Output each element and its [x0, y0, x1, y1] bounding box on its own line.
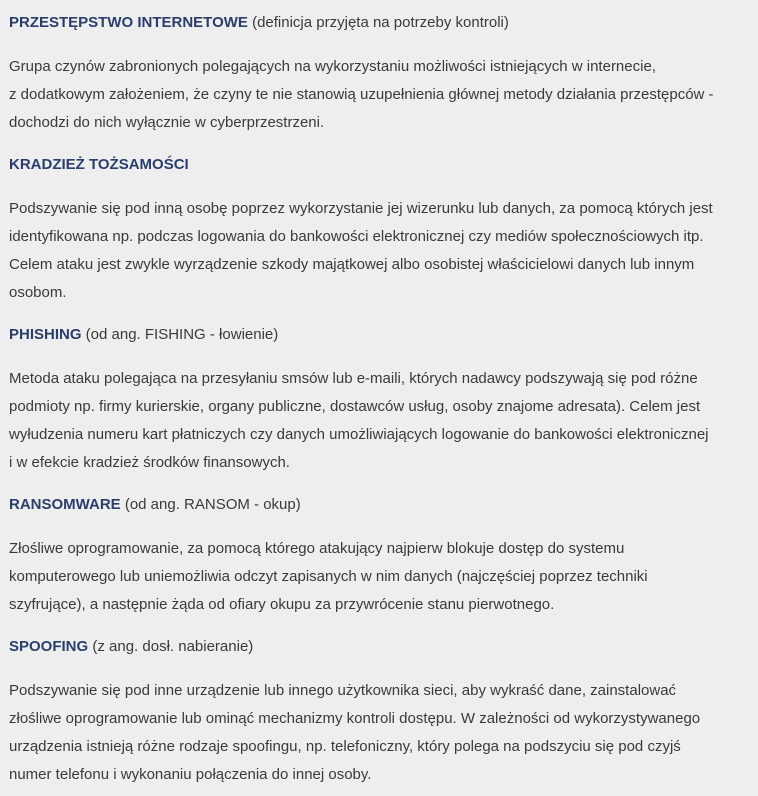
definition-line: osobom.: [9, 284, 67, 301]
heading-spoofing: [9, 637, 253, 657]
definition-line: dochodzi do nich wyłącznie w cyberprzestrzeni.: [9, 114, 325, 131]
definition-line: Podszywanie się pod inną osobę poprzez wykorzystanie jej wizerunku lub danych, za pomocą których jest: [9, 200, 713, 217]
definition-spoofing: [9, 677, 754, 789]
term-label: RANSOMWARE: [9, 496, 121, 513]
term-label: SPOOFING: [9, 638, 89, 655]
definition-line: złośliwe oprogramowanie lub ominąć mechanizmy kontroli dostępu. W zależności od wykorzystywanego: [9, 710, 701, 727]
definition-line: podmioty np. firmy kurierskie, organy publiczne, dostawców usług, osoby znajome adresata). Celem jest: [9, 398, 701, 415]
definition-ransomware: [9, 535, 754, 619]
definition-line: komputerowego lub uniemożliwia odczyt zapisanych w nim danych (najczęściej poprzez techniki: [9, 568, 648, 585]
definition-line: Metoda ataku polegająca na przesyłaniu smsów lub e-maili, których nadawcy podszywają się pod różne: [9, 370, 698, 387]
definition-line: i w efekcie kradzież środków finansowych.: [9, 454, 290, 471]
term-note: (od ang. RANSOM - okup): [120, 496, 301, 513]
term-note: (od ang. FISHING - łowienie): [81, 326, 279, 343]
definition-line: Grupa czynów zabronionych polegających na wykorzystaniu możliwości istniejących w internecie,: [9, 58, 656, 75]
term-note: (definicja przyjęta na potrzeby kontroli): [247, 14, 509, 31]
term-label: KRADZIEŻ TOŻSAMOŚCI: [9, 156, 189, 173]
definition-line: Złośliwe oprogramowanie, za pomocą którego atakujący najpierw blokuje dostęp do systemu: [9, 540, 625, 557]
heading-ransomware: [9, 495, 301, 515]
definition-line: numer telefonu i wykonaniu połączenia do innej osoby.: [9, 766, 372, 783]
definition-line: Celem ataku jest zwykle wyrządzenie szkody majątkowej albo osobistej właścicielowi danych lub innym: [9, 256, 695, 273]
definition-line: identyfikowana np. podczas logowania do bankowości elektronicznej czy mediów społecznościowych itp.: [9, 228, 704, 245]
term-label: PRZESTĘPSTWO INTERNETOWE: [9, 14, 248, 31]
definition-line: szyfrujące), a następnie żąda od ofiary okupu za przywrócenie stanu pierwotnego.: [9, 596, 555, 613]
definition-kradziez-tozsamosci: [9, 195, 754, 307]
term-note: (z ang. dosł. nabieranie): [88, 638, 254, 655]
definition-phishing: [9, 365, 754, 477]
heading-phishing: [9, 325, 278, 345]
definition-line: wyłudzenia numeru kart płatniczych czy danych umożliwiających logowanie do bankowości elektronicznej: [9, 426, 709, 443]
definition-line: urządzenia istnieją różne rodzaje spoofingu, np. telefoniczny, który polega na podszyciu się pod czyjś: [9, 738, 681, 755]
definition-przestepstwo-internetowe: [9, 53, 754, 137]
heading-kradziez-tozsamosci: [9, 155, 189, 175]
heading-przestepstwo-internetowe: [9, 13, 509, 33]
definition-line: z dodatkowym założeniem, że czyny te nie stanowią uzupełnienia głównej metody działania przestępców -: [9, 86, 714, 103]
definition-line: Podszywanie się pod inne urządzenie lub innego użytkownika sieci, aby wykraść dane, zainstalować: [9, 682, 677, 699]
term-label: PHISHING: [9, 326, 82, 343]
